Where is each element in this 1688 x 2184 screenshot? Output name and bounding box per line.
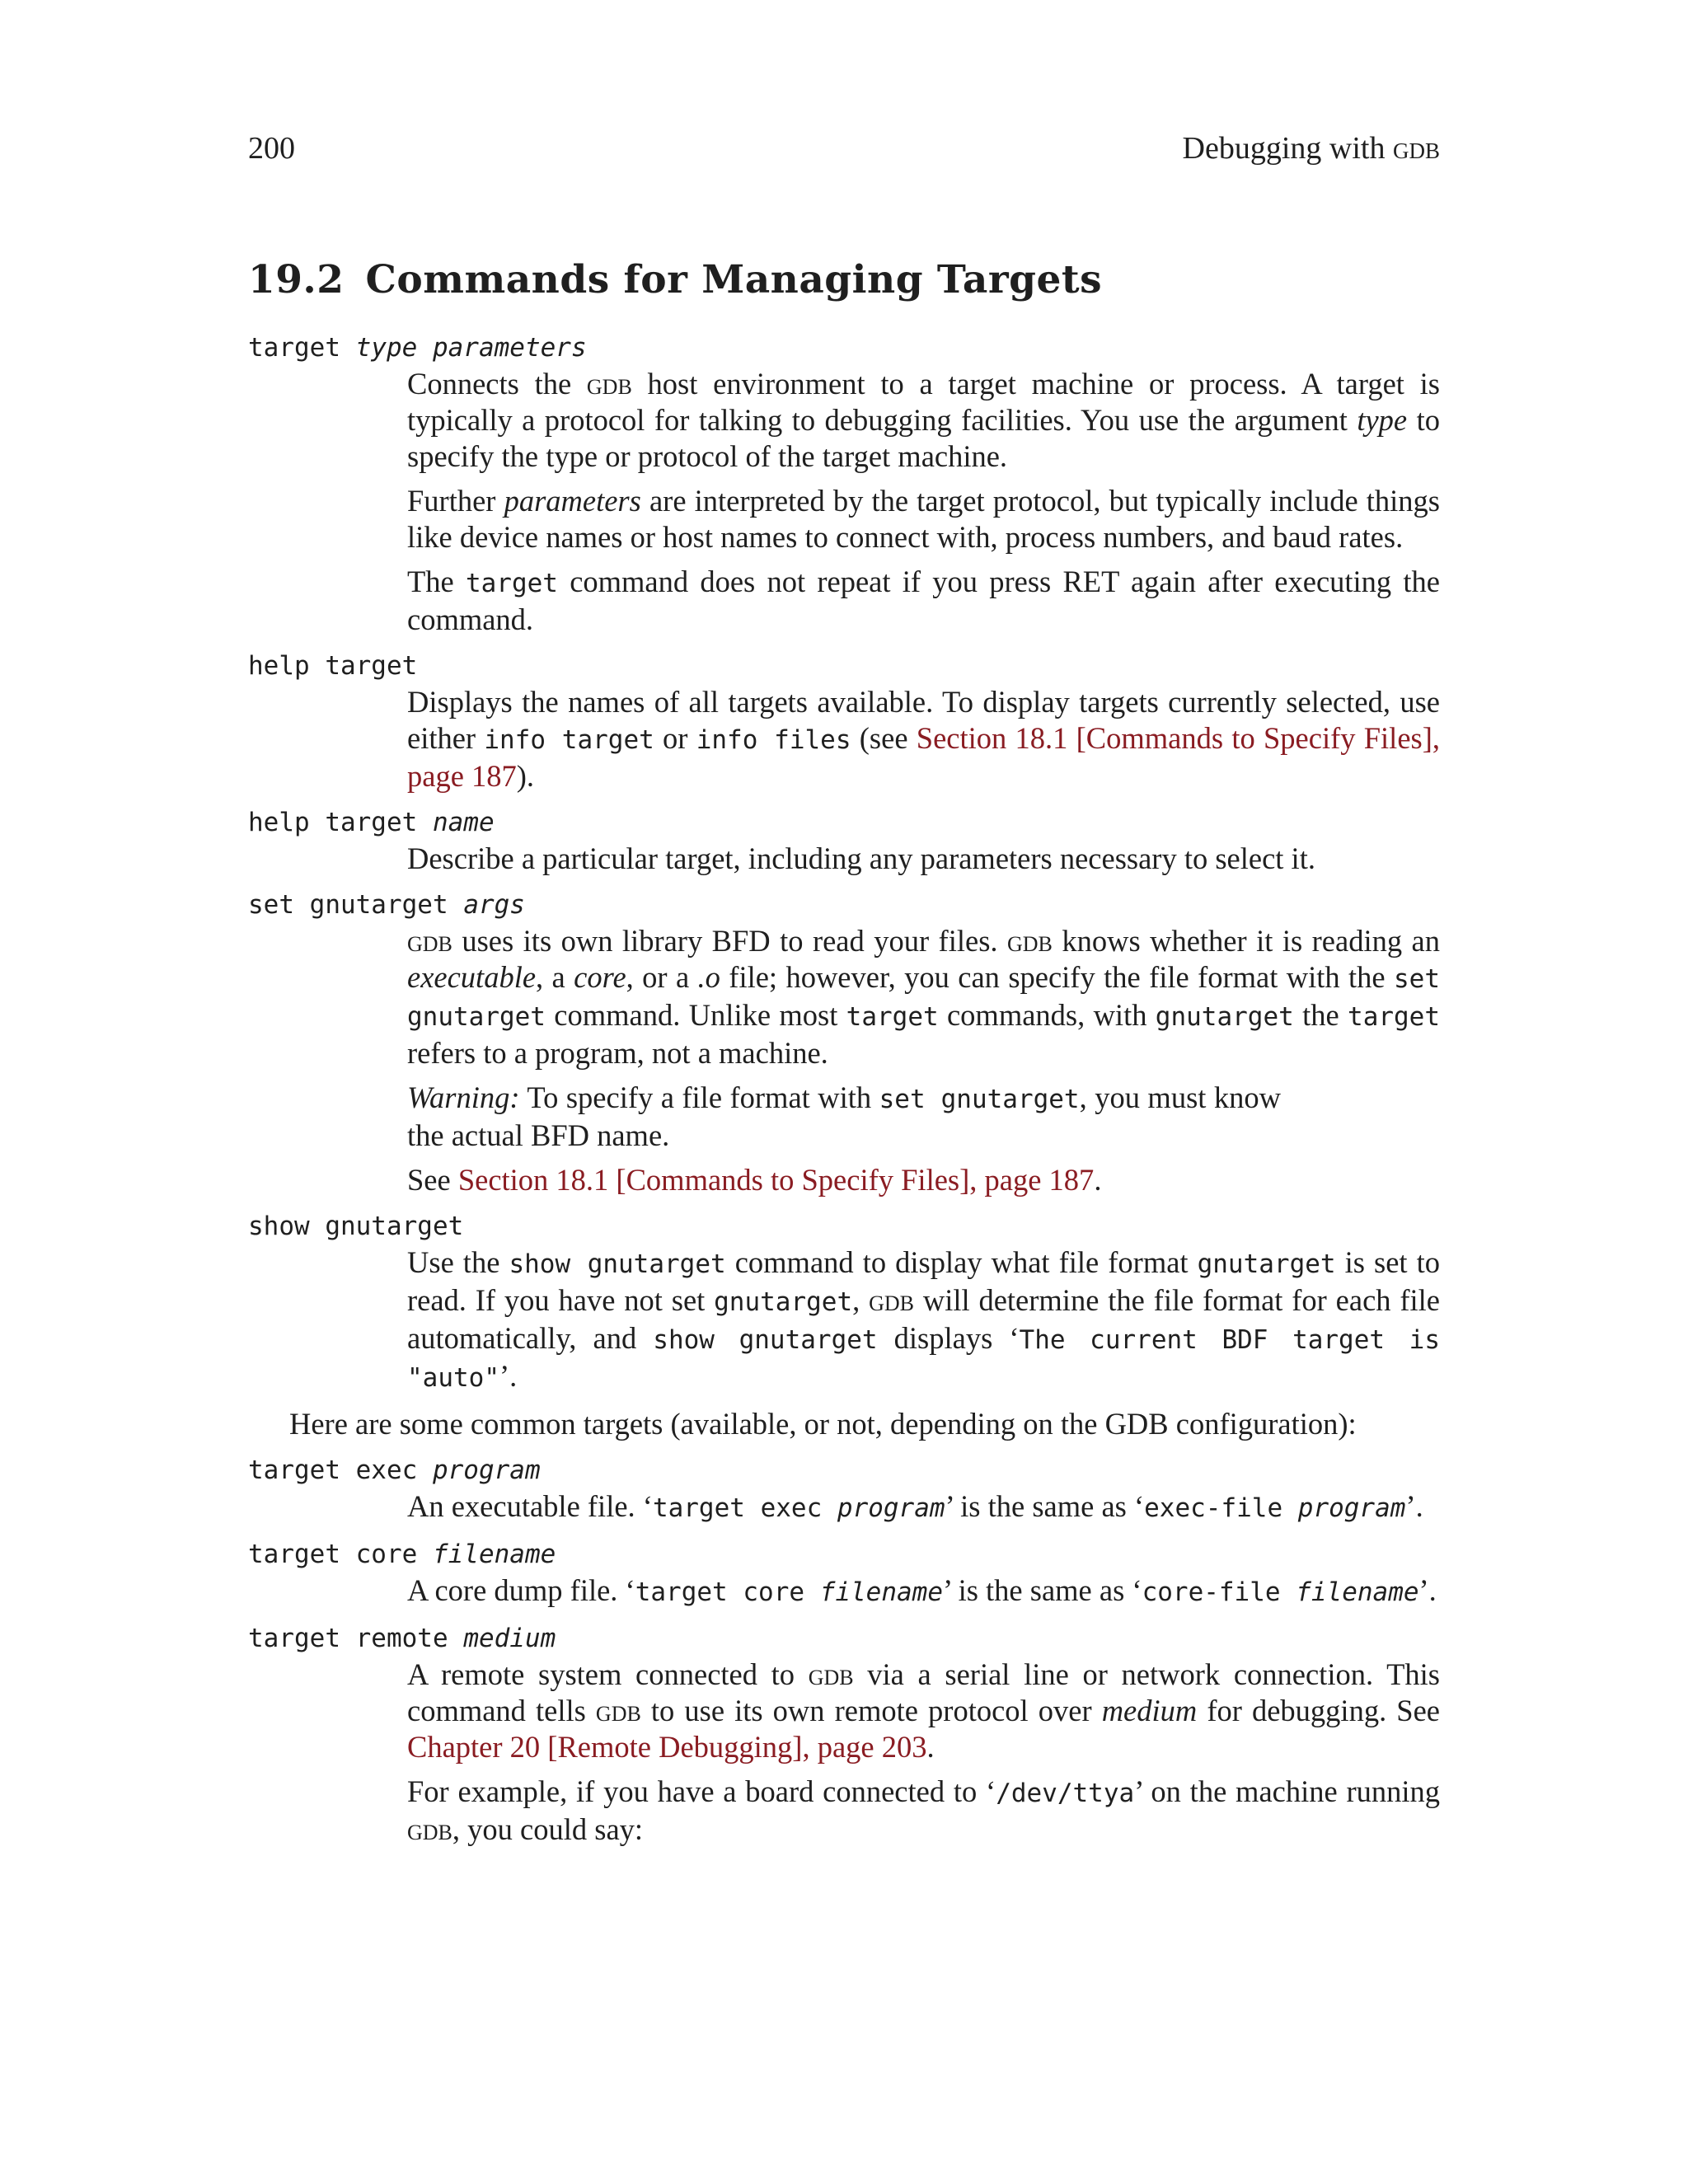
paragraph: Use the show gnutarget command to display what file format gnutarget is set to read. If you have not set gnutarget, gdb will determine the file format for each file automatically, and show gnutarget displays ‘The current BDF target is "auto"’. xyxy=(407,1245,1441,1393)
entry-target-core xyxy=(248,1536,1440,1610)
paragraph: Describe a particular target, including any parameters necessary to select it. xyxy=(407,841,1315,875)
entry-description xyxy=(407,1572,1440,1610)
entry-description xyxy=(407,923,1440,1198)
entry-help-target xyxy=(248,648,1440,794)
cross-reference-link[interactable]: Section 18.1 [Commands to Specify Files], page 187 xyxy=(407,721,1441,793)
warning-note: Warning: To specify a file format with set gnutarget, you must know the actual BFD name. xyxy=(407,1080,1281,1152)
entry-target-type xyxy=(248,330,1440,638)
paragraph: An executable file. ‘target exec program’ is the same as ‘exec-file program’. xyxy=(407,1489,1423,1523)
paragraph: Connects the gdb host environment to a target machine or process. A target is typically a protocol for talking to debugging facilities. You use the argument type to specify the type or protocol of the target machine. xyxy=(407,367,1440,473)
entry-term: target core filename xyxy=(248,1540,556,1569)
entry-term: set gnutarget args xyxy=(248,890,525,920)
entry-show-gnutarget xyxy=(248,1208,1440,1396)
entry-term: help target xyxy=(248,651,418,681)
paragraph: gdb uses its own library BFD to read your files. gdb knows whether it is reading an executable, a core, or a .o file; however, you can specify the file format with the set gnutarget command. Unlike most target commands, with gnutarget the target refers to a program, not a machine. xyxy=(407,924,1441,1070)
section-title: Commands for Managing Targets xyxy=(365,257,1103,302)
paragraph: See Section 18.1 [Commands to Specify Files], page 187. xyxy=(407,1163,1102,1197)
entry-target-remote xyxy=(248,1620,1440,1848)
paragraph: A remote system connected to gdb via a serial line or network connection. This command tells gdb to use its own remote protocol over medium for debugging. See Chapter 20 [Remote Debugging], page 203. xyxy=(407,1657,1440,1764)
paragraph: The target command does not repeat if you press RET again after executing the command. xyxy=(407,565,1440,636)
cross-reference-link[interactable]: Section 18.1 [Commands to Specify Files], page 187 xyxy=(457,1163,1095,1197)
entry-term: target exec program xyxy=(248,1455,541,1485)
page-number: 200 xyxy=(248,131,295,166)
paragraph: For example, if you have a board connected to ‘/dev/ttya’ on the machine running gdb, you could say: xyxy=(407,1774,1441,1846)
entry-description xyxy=(407,1657,1440,1848)
entry-term: target remote medium xyxy=(248,1624,556,1653)
entry-help-target-name xyxy=(248,804,1440,877)
running-title: Debugging with gdb xyxy=(1182,131,1440,166)
entry-term: help target name xyxy=(248,808,495,837)
entry-description xyxy=(407,1488,1440,1526)
paragraph: Further parameters are interpreted by the target protocol, but typically include things like device names or host names to connect with, process numbers, and baud rates. xyxy=(407,484,1440,554)
entry-description xyxy=(407,841,1440,877)
paragraph: A core dump file. ‘target core filename’ is the same as ‘core-file filename’. xyxy=(407,1573,1437,1607)
section-number: 19.2 xyxy=(248,257,345,302)
entry-term: show gnutarget xyxy=(248,1212,464,1241)
section-heading xyxy=(248,257,1102,302)
entry-set-gnutarget xyxy=(248,887,1440,1198)
entry-description xyxy=(407,1244,1440,1396)
cross-reference-link[interactable]: Chapter 20 [Remote Debugging], page 203 xyxy=(407,1730,927,1764)
paragraph: Displays the names of all targets available. To display targets currently selected, use either info target or info files (see Section 18.1 [Commands to Specify Files], page 187). xyxy=(407,685,1441,793)
entry-term: target type parameters xyxy=(248,333,587,363)
entry-description xyxy=(407,366,1440,638)
entry-target-exec xyxy=(248,1452,1440,1526)
entry-description xyxy=(407,684,1440,794)
running-head xyxy=(248,130,1440,170)
common-targets-intro: Here are some common targets (available, or not, depending on the GDB configuration): xyxy=(289,1407,1357,1441)
section-body xyxy=(248,330,1440,1858)
